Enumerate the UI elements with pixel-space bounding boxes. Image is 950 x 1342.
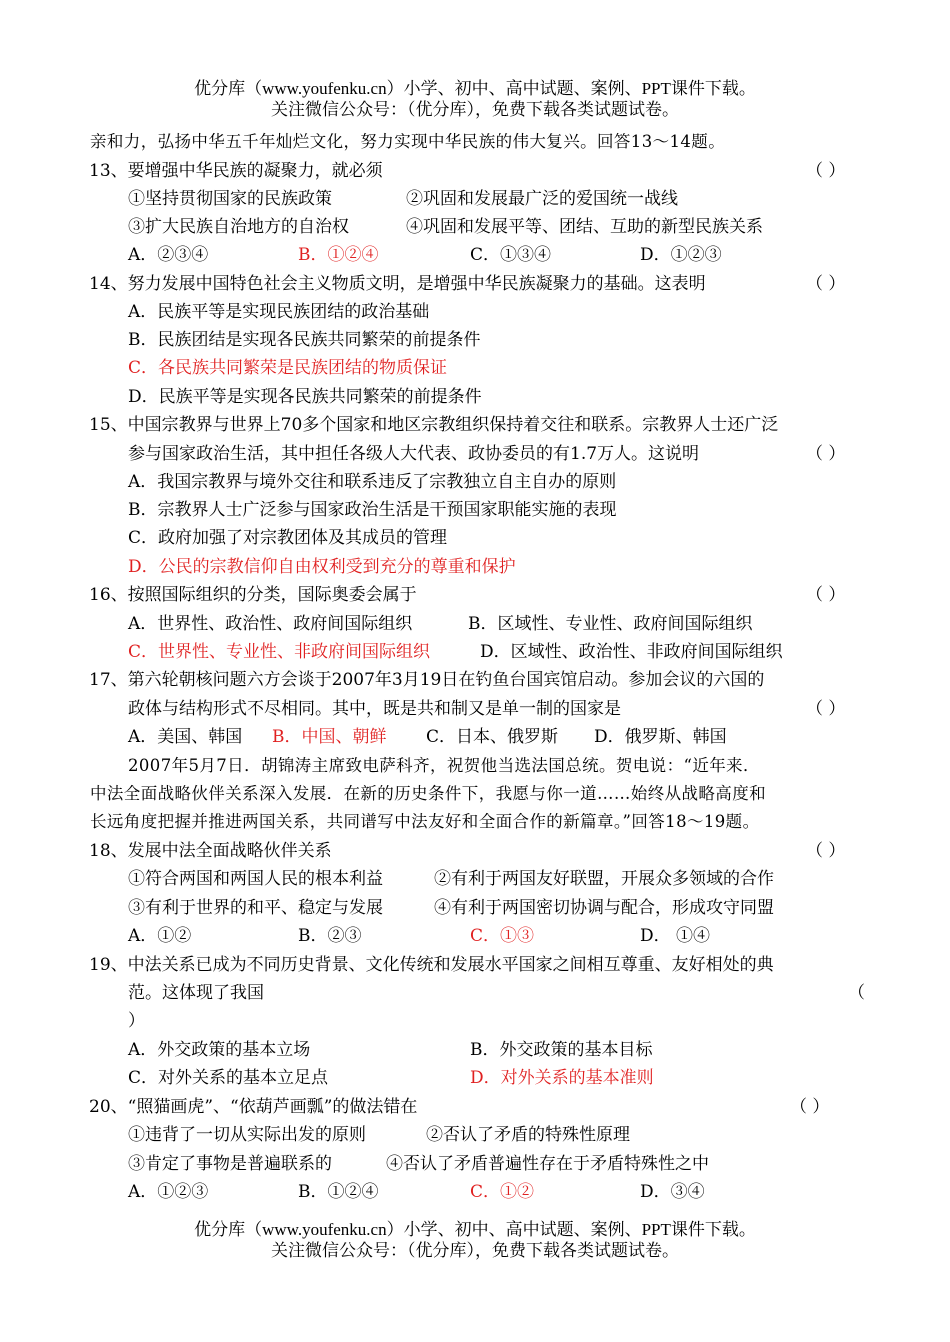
q18-option-c-answer: C．①③ [470, 926, 535, 946]
material-line-2: 中法全面战略伙伴关系深入发展．在新的历史条件下，我愿与你一道……始终从战略高度和 [90, 784, 766, 803]
q19-option-d-answer: D．对外关系的基本准则 [470, 1068, 654, 1088]
q18-items-row-2 [128, 894, 928, 922]
q16-option-c-answer: C．世界性、专业性、非政府间国际组织 [128, 642, 431, 662]
header-line-2: 关注微信公众号：（优分库），免费下载各类试题试卷。 [271, 100, 679, 119]
q19-options-row-1 [128, 1036, 928, 1064]
q13-items-row-1 [128, 185, 928, 213]
intro-line: 亲和力，弘扬中华五千年灿烂文化，努力实现中华民族的伟大复兴。回答13～14题。 [90, 132, 726, 151]
q15-option-b: B．宗教界人士广泛参与国家政治生活是干预国家职能实施的表现 [128, 500, 617, 520]
q18-items-row-1 [128, 865, 928, 893]
q16-options-row-2 [128, 638, 928, 666]
q20-options [128, 1178, 928, 1206]
q18-option-b: B．②③ [298, 926, 362, 946]
q20-option-b: B．①②④ [298, 1182, 379, 1202]
q19-option-c: C．对外关系的基本立足点 [128, 1068, 329, 1088]
q19-stem-line-2: 范。这体现了我国 [128, 983, 264, 1003]
q15-option-d-answer: D．公民的宗教信仰自由权利受到充分的尊重和保护 [128, 557, 516, 577]
q15-option-a: A．我国宗教界与境外交往和联系违反了宗教独立自主自办的原则 [128, 472, 617, 492]
q14-option-d: D．民族平等是实现各民族共同繁荣的前提条件 [128, 387, 482, 407]
q17-stem-line-1: 17、第六轮朝核问题六方会谈于2007年3月19日在钓鱼台国宾馆启动。参加会议的六国的 [89, 670, 765, 690]
q18-item-3: ③有利于世界的和平、稳定与发展 [128, 898, 383, 918]
q14-answer-paren: （ ） [806, 274, 846, 294]
q15-answer-paren: （ ） [806, 444, 846, 464]
q18-stem: 18、发展中法全面战略伙伴关系 [89, 841, 332, 861]
q13-item-1: ①坚持贯彻国家的民族政策 [128, 189, 332, 209]
q18-answer-paren: （ ） [806, 841, 846, 861]
q20-option-d: D．③④ [640, 1182, 705, 1202]
q19-stem-line-1: 19、中法关系已成为不同历史背景、文化传统和发展水平国家之间相互尊重、友好相处的典 [89, 955, 774, 975]
q16-option-d: D．区域性、政治性、非政府间国际组织 [480, 642, 783, 662]
q17-stem-line-2: 政体与结构形式不尽相同。其中，既是共和制又是单一制的国家是 [128, 699, 621, 719]
q20-items-row-1 [128, 1121, 928, 1149]
q18-item-1: ①符合两国和两国人民的根本利益 [128, 869, 383, 889]
q16-stem: 16、按照国际组织的分类，国际奥委会属于 [89, 585, 417, 605]
q16-options-row-1 [128, 610, 928, 638]
q13-options [128, 241, 928, 269]
q19-option-b: B．外交政策的基本目标 [470, 1040, 653, 1060]
q20-answer-paren: （ ） [790, 1097, 830, 1117]
q14-option-b: B．民族团结是实现各民族共同繁荣的前提条件 [128, 330, 481, 350]
q19-paren-close: ） [128, 1011, 145, 1031]
q17-options [128, 723, 928, 751]
q13-stem: 13、要增强中华民族的凝聚力，就必须 [89, 161, 383, 181]
material-line-3: 长远角度把握并推进两国关系，共同谱写中法友好和全面合作的新篇章。”回答18～19题。 [90, 812, 760, 831]
q20-option-a: A．①②③ [128, 1182, 209, 1202]
q13-answer-paren: （ ） [806, 161, 846, 181]
q20-stem: 20、“照猫画虎”、“依葫芦画瓢”的做法错在 [89, 1097, 418, 1117]
q19-option-a: A．外交政策的基本立场 [128, 1040, 311, 1060]
q15-stem-line-1: 15、中国宗教界与世界上70多个国家和地区宗教组织保持着交往和联系。宗教界人士还广泛 [89, 415, 779, 435]
material-line-1: 2007年5月7日．胡锦涛主席致电萨科齐，祝贺他当选法国总统。贺电说：“近年来． [128, 756, 760, 775]
q18-option-a: A．①② [128, 926, 192, 946]
header-line-1: 优分库（www.youfenku.cn）小学、初中、高中试题、案例、PPT课件下载。 [194, 79, 756, 98]
q20-option-c-answer: C．①② [470, 1182, 535, 1202]
q13-option-a: A．②③④ [128, 245, 209, 265]
q20-item-1: ①违背了一切从实际出发的原则 [128, 1125, 366, 1145]
footer-line-2: 关注微信公众号：（优分库），免费下载各类试题试卷。 [271, 1241, 679, 1260]
q14-option-a: A．民族平等是实现民族团结的政治基础 [128, 302, 430, 322]
q20-item-2: ②否认了矛盾的特殊性原理 [426, 1125, 630, 1145]
q18-option-d: D． ①④ [640, 926, 711, 946]
q17-option-a: A．美国、韩国 [128, 727, 243, 747]
q18-item-2: ②有利于两国友好联盟，开展众多领域的合作 [434, 869, 774, 889]
footer-line-1: 优分库（www.youfenku.cn）小学、初中、高中试题、案例、PPT课件下载。 [194, 1220, 756, 1239]
q13-item-2: ②巩固和发展最广泛的爱国统一战线 [406, 189, 678, 209]
q19-paren-open: （ [848, 983, 865, 1003]
q13-option-c: C．①③④ [470, 245, 552, 265]
q16-answer-paren: （ ） [806, 585, 846, 605]
q18-options [128, 922, 928, 950]
q15-option-c: C．政府加强了对宗教团体及其成员的管理 [128, 528, 448, 548]
q19-options-row-2 [128, 1064, 928, 1092]
q13-item-3: ③扩大民族自治地方的自治权 [128, 217, 349, 237]
q20-item-4: ④否认了矛盾普遍性存在于矛盾特殊性之中 [386, 1154, 709, 1174]
q14-stem: 14、努力发展中国特色社会主义物质文明，是增强中华民族凝聚力的基础。这表明 [89, 274, 706, 294]
q17-option-b-answer: B．中国、朝鲜 [272, 727, 387, 747]
q17-option-c: C．日本、俄罗斯 [426, 727, 559, 747]
q16-option-a: A．世界性、政治性、政府间国际组织 [128, 614, 413, 634]
q13-item-4: ④巩固和发展平等、团结、互助的新型民族关系 [406, 217, 763, 237]
q15-stem-line-2: 参与国家政治生活，其中担任各级人大代表、政协委员的有1.7万人。这说明 [128, 444, 700, 464]
q17-answer-paren: （ ） [806, 699, 846, 719]
q16-option-b: B．区域性、专业性、政府间国际组织 [468, 614, 753, 634]
q18-item-4: ④有利于两国密切协调与配合，形成攻守同盟 [434, 898, 774, 918]
q13-items-row-2 [128, 213, 928, 241]
q14-option-c-answer: C．各民族共同繁荣是民族团结的物质保证 [128, 358, 448, 378]
q13-option-d: D．①②③ [640, 245, 722, 265]
q17-option-d: D．俄罗斯、韩国 [594, 727, 727, 747]
q20-items-row-2 [128, 1150, 928, 1178]
q20-item-3: ③肯定了事物是普遍联系的 [128, 1154, 332, 1174]
q13-option-b-answer: B．①②④ [298, 245, 379, 265]
